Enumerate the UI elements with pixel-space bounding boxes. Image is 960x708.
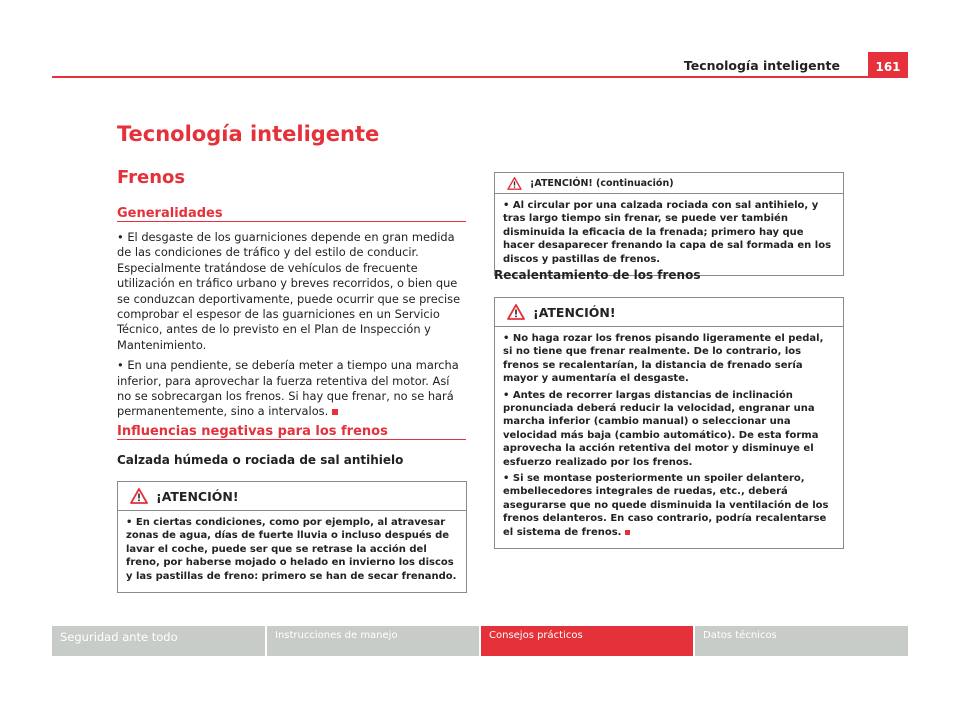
generalidades-text [117,230,467,425]
subsection-influencias: Influencias negativas para los frenos [117,424,388,439]
paragraph: • El desgaste de los guarniciones depende en gran medida de las condiciones de tráfico y del estilo de conducir. Especialmente tratándose de vehículos de frecuente utilización en tráfico urbano y breves recorridos, o bien que se conduzcan deportivamente, puede ocurrir que se precise comprobar el espesor de las guarniciones en un Servicio Técnico, antes de lo previsto en el Plan de Inspección y Mantenimiento. [117,230,461,352]
subsection-rule [117,221,466,222]
warning-triangle-icon [507,304,525,320]
warning-title: ¡ATENCIÓN! [156,488,239,504]
subsection-rule [117,439,466,440]
warning-title: ¡ATENCIÓN! (continuación) [530,177,674,189]
header-rule [52,76,908,78]
page-number: 161 [868,52,908,78]
warning-item: • Si se montase posteriormente un spoiler delantero, embellecedores integrales de ruedas, etc., deberá asegurarse que no quede disminuida la ventilación de los frenos delanteros. En caso contrario, podría recalentarse el sistema de frenos. [503,473,829,538]
end-square-icon [625,530,630,535]
footer-tab-instrucciones[interactable]: Instrucciones de manejo [267,626,479,656]
footer-tab-datos[interactable]: Datos técnicos [695,626,908,656]
warning-title: ¡ATENCIÓN! [533,304,616,320]
warning-item: • En ciertas condiciones, como por ejemplo, al atravesar zonas de agua, días de fuerte lluvia o incluso después de lavar el coche, puede ser que se retrase la acción del freno, por haberse mojado o helado en invierno los discos y las pastillas de freno: primero se han de secar frenando. [126,517,457,582]
subsection-generalidades: Generalidades [117,206,223,221]
warning-item: • No haga rozar los frenos pisando ligeramente el pedal, si no tiene que frenar realmente. De lo contrario, los frenos se recalentarían, la distancia de frenado sería mayor y aumentaría el desgaste. [503,333,824,385]
warning-box [494,297,844,549]
warning-triangle-icon [507,177,522,190]
page-title: Tecnología inteligente [117,122,380,146]
warning-header [495,298,843,327]
warning-item: • Antes de recorrer largas distancias de inclinación pronunciada deberá reducir la velocidad, engranar una marcha inferior (cambio manual) o seleccionar una velocidad más baja (cambio automático). De esta forma aprovecha la acción retentiva del motor y disminuye el esfuerzo realizado por los frenos. [503,389,819,468]
warning-body [118,511,466,592]
warning-body [495,194,843,275]
subheading-recalentamiento: Recalentamiento de los frenos [494,268,701,282]
paragraph: • En una pendiente, se debería meter a tiempo una marcha inferior, para aprovechar la fuerza retentiva del motor. Así no se sobrecargan los frenos. Si hay que frenar, no se hará permanentemente, sino a intervalos. [117,358,459,419]
warning-triangle-icon [130,488,148,504]
warning-header [495,173,843,194]
warning-header [118,482,466,511]
warning-item: • Al circular por una calzada rociada con sal antihielo, y tras largo tiempo sin frenar, se puede ver también disminuida la eficacia de la frenada; primero hay que hacer desaparecer frenando la capa de sal formada en los discos y pastillas de frenos. [503,200,832,265]
warning-box [117,481,467,593]
section-title: Frenos [117,167,186,188]
warning-box-continued [494,172,844,276]
subheading-calzada: Calzada húmeda o rociada de sal antihielo [117,453,404,467]
running-header-title: Tecnología inteligente [683,58,840,73]
footer-tab-seguridad[interactable]: Seguridad ante todo [52,626,265,656]
warning-body [495,327,843,548]
end-square-icon [332,409,338,415]
footer-tab-consejos[interactable]: Consejos prácticos [481,626,693,656]
